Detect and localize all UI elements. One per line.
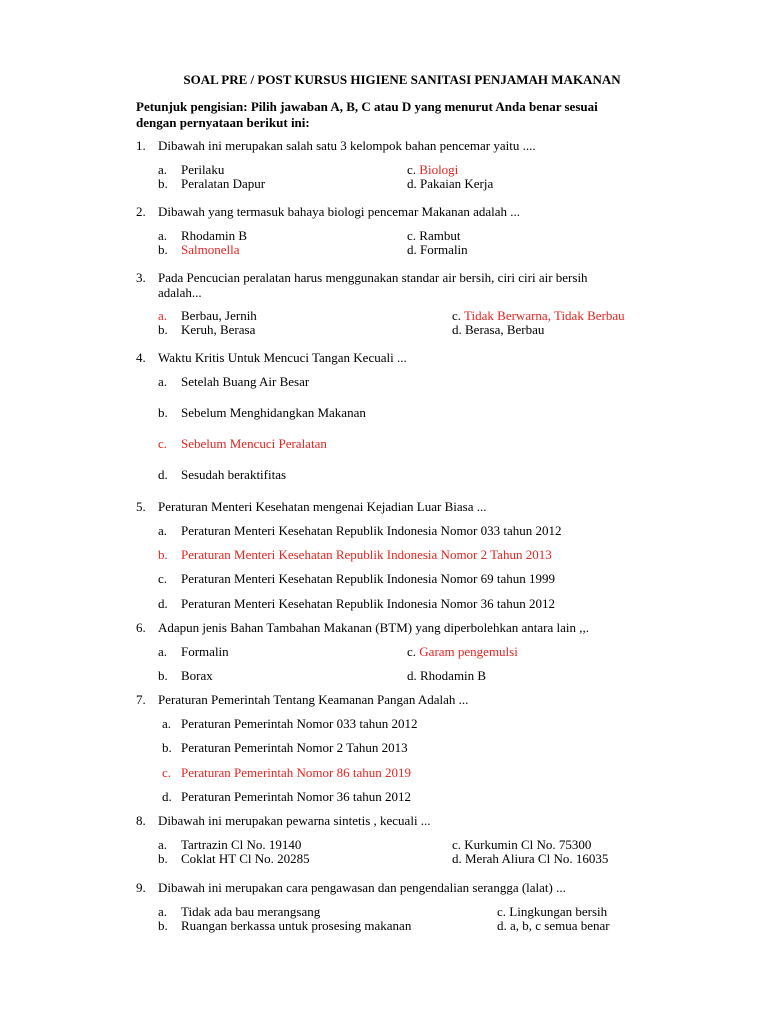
option-text: Rambut <box>419 228 461 243</box>
option-letter: d. <box>407 668 417 683</box>
option-letter: b. <box>158 322 168 337</box>
option-text: Berasa, Berbau <box>465 322 545 337</box>
correct-answer-text: Peraturan Menteri Kesehatan Republik Indonesia Nomor 2 Tahun 2013 <box>181 547 552 562</box>
option-3c <box>452 308 625 323</box>
option-text: Merah Aliura Cl No. 16035 <box>465 851 609 866</box>
option-text: Lingkungan bersih <box>509 904 608 919</box>
option-1a <box>158 162 224 177</box>
option-text: Setelah Buang Air Besar <box>181 374 310 389</box>
option-5a <box>158 523 562 538</box>
option-text: Peraturan Menteri Kesehatan Republik Indonesia Nomor 36 tahun 2012 <box>181 596 556 611</box>
option-text: Rhodamin B <box>181 228 248 243</box>
option-letter: b. <box>158 851 168 866</box>
option-letter: d. <box>158 596 168 611</box>
option-text: Peraturan Pemerintah Nomor 36 tahun 2012 <box>181 789 411 804</box>
question-text: Peraturan Menteri Kesehatan mengenai Kejadian Luar Biasa ... <box>158 499 487 514</box>
option-1d <box>407 176 493 191</box>
option-8d <box>452 851 608 866</box>
option-text: Formalin <box>181 644 229 659</box>
option-6a <box>158 644 229 659</box>
option-letter: c. <box>407 162 417 177</box>
option-letter: a. <box>158 523 168 538</box>
option-letter: b. <box>162 740 172 755</box>
option-text: Tidak ada bau merangsang <box>181 904 321 919</box>
option-5c <box>158 571 555 586</box>
correct-answer-text: Biologi <box>419 162 459 177</box>
option-text: a, b, c semua benar <box>510 918 610 933</box>
option-letter: b. <box>158 668 168 683</box>
option-letter: c. <box>497 904 507 919</box>
option-letter: a. <box>158 162 168 177</box>
option-letter: a. <box>162 716 172 731</box>
option-letter: a. <box>158 837 168 852</box>
option-9a <box>158 904 320 919</box>
correct-answer-text: Tidak Berwarna, Tidak Berbau <box>464 308 625 323</box>
option-2c <box>407 228 460 243</box>
correct-answer-text: Garam pengemulsi <box>419 644 518 659</box>
option-text: Berbau, Jernih <box>181 308 257 323</box>
option-letter: d. <box>452 322 462 337</box>
option-text: Kurkumin Cl No. 75300 <box>464 837 592 852</box>
option-text: Pakaian Kerja <box>420 176 494 191</box>
question-number: 5. <box>136 499 146 514</box>
option-letter: c. <box>407 644 417 659</box>
option-2a <box>158 228 247 243</box>
option-8a <box>158 837 301 852</box>
option-letter: a. <box>158 228 168 243</box>
option-7b <box>162 740 408 755</box>
option-3d <box>452 322 544 337</box>
option-5b <box>158 547 552 562</box>
option-7a <box>162 716 417 731</box>
question-text: Adapun jenis Bahan Tambahan Makanan (BTM) yang diperbolehkan antara lain ,,. <box>158 620 589 635</box>
option-letter: c. <box>162 765 172 780</box>
option-letter: a. <box>158 374 168 389</box>
option-4c <box>158 436 327 451</box>
option-text: Perilaku <box>181 162 225 177</box>
question-number: 6. <box>136 620 146 635</box>
question-text <box>158 270 688 300</box>
option-letter: d. <box>162 789 172 804</box>
option-9d <box>497 918 610 933</box>
option-7c <box>162 765 411 780</box>
option-6b <box>158 668 213 683</box>
option-letter: c. <box>452 308 462 323</box>
question-number: 4. <box>136 350 146 365</box>
instructions <box>136 99 696 131</box>
option-1b <box>158 176 265 191</box>
question-text: Dibawah ini merupakan cara pengawasan dan pengendalian serangga (lalat) ... <box>158 880 566 895</box>
question-number: 3. <box>136 270 146 285</box>
option-text: Rhodamin B <box>420 668 487 683</box>
option-letter: b. <box>158 405 168 420</box>
option-text: Borax <box>181 668 213 683</box>
option-text: Peraturan Pemerintah Nomor 2 Tahun 2013 <box>181 740 408 755</box>
document-title: SOAL PRE / POST KURSUS HIGIENE SANITASI PENJAMAH MAKANAN <box>183 72 621 87</box>
option-text: Peraturan Menteri Kesehatan Republik Indonesia Nomor 033 tahun 2012 <box>181 523 562 538</box>
question-number: 2. <box>136 204 146 219</box>
question-number: 7. <box>136 692 146 707</box>
option-text: Tartrazin Cl No. 19140 <box>181 837 302 852</box>
option-letter: a. <box>158 308 168 323</box>
option-4b <box>158 405 366 420</box>
option-text: Sesudah beraktifitas <box>181 467 287 482</box>
option-letter: c. <box>158 571 168 586</box>
option-4a <box>158 374 309 389</box>
instructions-line-2: dengan pernyataan berikut ini: <box>136 115 310 130</box>
question-text: Waktu Kritis Untuk Mencuci Tangan Kecuali ... <box>158 350 407 365</box>
option-letter: a. <box>158 644 168 659</box>
option-letter: d. <box>497 918 507 933</box>
option-7d <box>162 789 411 804</box>
question-text: Dibawah yang termasuk bahaya biologi pencemar Makanan adalah ... <box>158 204 521 219</box>
correct-answer-text: Salmonella <box>181 242 240 257</box>
option-text: Sebelum Menghidangkan Makanan <box>181 405 366 420</box>
question-number: 9. <box>136 880 146 895</box>
option-letter: c. <box>158 436 168 451</box>
option-2b <box>158 242 240 257</box>
option-text: Formalin <box>420 242 468 257</box>
option-letter: b. <box>158 547 168 562</box>
option-5d <box>158 596 555 611</box>
option-text: Peralatan Dapur <box>181 176 266 191</box>
option-text: Coklat HT Cl No. 20285 <box>181 851 310 866</box>
option-text: Peraturan Pemerintah Nomor 033 tahun 2012 <box>181 716 418 731</box>
option-text: Ruangan berkassa untuk prosesing makanan <box>181 918 412 933</box>
option-letter: a. <box>158 904 168 919</box>
option-text: Keruh, Berasa <box>181 322 256 337</box>
option-letter: d. <box>407 242 417 257</box>
question-text: Peraturan Pemerintah Tentang Keamanan Pangan Adalah ... <box>158 692 469 707</box>
option-9b <box>158 918 411 933</box>
option-text: Peraturan Menteri Kesehatan Republik Indonesia Nomor 69 tahun 1999 <box>181 571 556 586</box>
option-letter: c. <box>407 228 417 243</box>
instructions-line-1: Petunjuk pengisian: Pilih jawaban A, B, C atau D yang menurut Anda benar sesuai <box>136 99 598 114</box>
option-letter: c. <box>452 837 462 852</box>
option-letter: b. <box>158 176 168 191</box>
option-8b <box>158 851 310 866</box>
correct-answer-text: Sebelum Mencuci Peralatan <box>181 436 327 451</box>
option-6d <box>407 668 486 683</box>
option-4d <box>158 467 286 482</box>
option-6c <box>407 644 518 659</box>
option-1c <box>407 162 458 177</box>
option-letter: d. <box>158 467 168 482</box>
option-9c <box>497 904 607 919</box>
question-text: Dibawah ini merupakan salah satu 3 kelompok bahan pencemar yaitu .... <box>158 138 536 153</box>
question-number: 1. <box>136 138 146 153</box>
option-letter: b. <box>158 918 168 933</box>
option-3b <box>158 322 255 337</box>
option-8c <box>452 837 591 852</box>
question-text: Dibawah ini merupakan pewarna sintetis , kecuali ... <box>158 813 431 828</box>
option-3a <box>158 308 257 323</box>
option-letter: d. <box>407 176 417 191</box>
question-text-line-1: Pada Pencucian peralatan harus menggunakan standar air bersih, ciri ciri air bersih <box>158 270 588 285</box>
question-text-line-2: adalah... <box>158 285 202 300</box>
option-2d <box>407 242 468 257</box>
option-letter: b. <box>158 242 168 257</box>
correct-answer-text: Peraturan Pemerintah Nomor 86 tahun 2019 <box>181 765 411 780</box>
question-number: 8. <box>136 813 146 828</box>
option-letter: d. <box>452 851 462 866</box>
